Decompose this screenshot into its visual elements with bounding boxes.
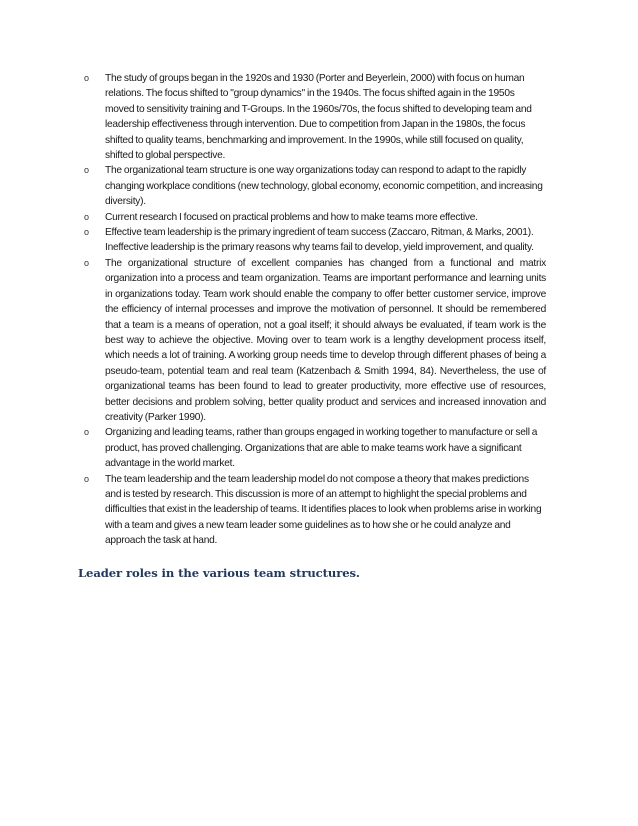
section-heading: Leader roles in the various team structures. [78, 566, 360, 580]
paragraph-text: The organizational team structure is one way organizations today can respond to adapt to the rapidly changing workplace conditions (new technology, global economy, economic competition, and increasing diversity). [105, 165, 543, 208]
list-item [84, 71, 546, 163]
paragraph-text: Organizing and leading teams, rather than groups engaged in working together to manufacture or sell a product, has proved challenging. Organizations that are able to make teams work have a significant advantage in the world market. [105, 427, 538, 470]
bullet-marker-icon: o [84, 165, 89, 176]
list-item [84, 163, 546, 209]
paragraph-text: The organizational structure of excellent companies has changed from a functional and matrix organization into a process and team organization. Teams are important performance and learning units in organizations today. Team work should enable the company to offer better customer service, improve the efficiency of internal processes and improve the motivation of personnel. It should be remembered that a team is a means of operation, not a goal itself; it should always be evaluated, if team work is the best way to achieve the objective. Moving over to team work is a lengthy development process itself, which needs a lot of training. A working group needs time to develop through different phases of being a pseudo-team, potential team and real team (Katzenbach & Smith 1994, 84). Nevertheless, the use of organizational teams has been found to lead to greater productivity, more effective use of resources, better decisions and problem solving, better quality product and services and increased innovation and creativity (Parker 1990). [105, 257, 546, 423]
list-item [84, 256, 546, 425]
bullet-list [84, 71, 546, 549]
bullet-marker-icon: o [84, 73, 89, 83]
bullet-marker-icon: o [84, 257, 89, 268]
paragraph-text: Effective team leadership is the primary ingredient of team success (Zaccaro, Ritman, & Marks, 2001). Ineffective leadership is the primary reasons why teams fail to develop, yield improvement, and quality. [105, 227, 534, 254]
paragraph-text: Current research I focused on practical problems and how to make teams more effective. [105, 211, 478, 223]
bullet-marker-icon: o [84, 211, 89, 222]
list-item [84, 425, 546, 471]
paragraph-text: The team leadership and the team leadership model do not compose a theory that makes predictions and is tested by research. This discussion is more of an attempt to highlight the special problems and difficulties that exist in the leadership of teams. It identifies places to look when problems arise in working with a team and gives a new team leader some guidelines as to how she or he could analyze and approach the task at hand. [105, 473, 542, 547]
bullet-marker-icon: o [84, 227, 89, 238]
bullet-marker-icon: o [84, 427, 89, 438]
list-item [84, 472, 546, 549]
paragraph-text: The study of groups began in the 1920s and 1930 (Porter and Beyerlein, 2000) with focus on human relations. The focus shifted to "group dynamics" in the 1940s. The focus shifted again in the 1950s moved to sensitivity training and T-Groups. In the 1960s/70s, the focus shifted to developing team and leadership effectiveness through intervention. Due to competition from Japan in the 1980s, the focus shifted to quality teams, benchmarking and improvement. In the 1990s, while still focused on quality, shifted to global perspective. [105, 73, 532, 162]
list-item [84, 225, 546, 256]
bullet-marker-icon: o [84, 473, 89, 484]
list-item [84, 210, 546, 225]
